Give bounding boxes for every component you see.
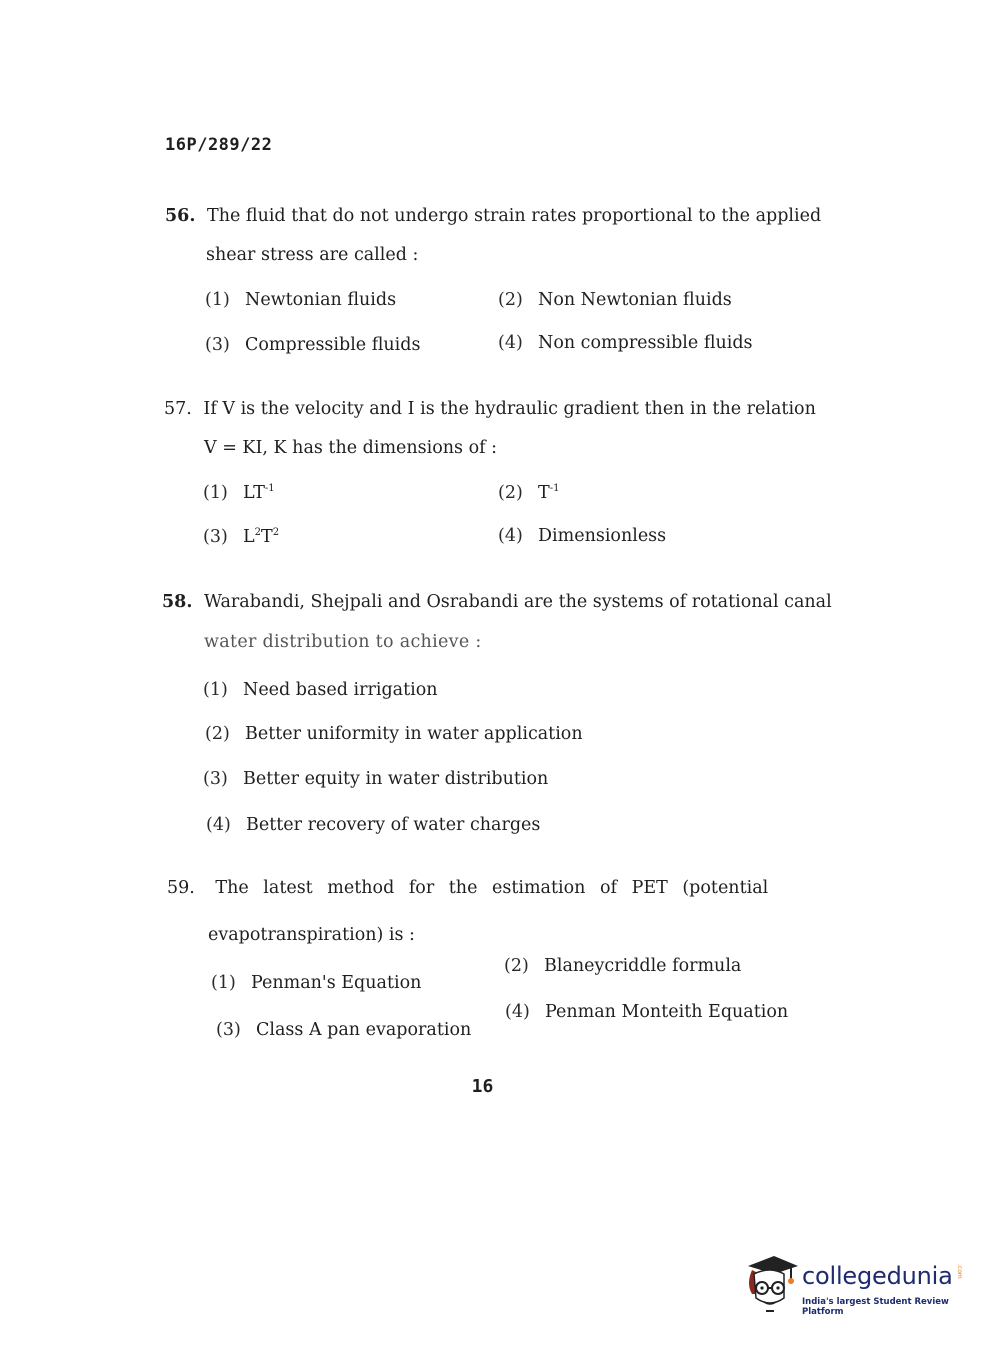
option[interactable]: (2) Blaneycriddle formula [504,956,742,976]
question-text-cont: V = KI, K has the dimensions of : [204,438,498,458]
option[interactable]: (2) Better uniformity in water application [205,724,583,744]
question-text: If V is the velocity and I is the hydraulic gradient then in the relation [203,399,816,419]
question-text: The fluid that do not undergo strain rates proportional to the applied [207,206,822,226]
option[interactable]: (1) Need based irrigation [203,680,438,700]
collegedunia-logo[interactable] [740,1248,970,1318]
question-number: 58. [162,592,193,612]
option[interactable]: (4) Better recovery of water charges [206,815,541,835]
option[interactable]: (1) Penman's Equation [211,973,422,993]
option[interactable]: (2) $T^{-1}$ [498,483,560,503]
option[interactable]: (3) Class A pan evaporation [216,1020,472,1040]
option[interactable]: (3) Better equity in water distribution [203,769,549,789]
option[interactable]: (2) Non Newtonian fluids [498,290,732,310]
logo-wordmark: collegedunia [802,1262,953,1290]
page-number: 16 [471,1076,494,1097]
option[interactable]: (3) Compressible fluids [205,335,421,355]
logo-suffix: .com [956,1264,963,1279]
option[interactable]: (4) Dimensionless [498,526,667,546]
option[interactable]: (1) Newtonian fluids [205,290,397,310]
question-text-cont: shear stress are called : [206,245,419,265]
option[interactable]: (1) $LT^{-1}$ [203,483,275,503]
option[interactable]: (4) Penman Monteith Equation [505,1002,789,1022]
question-number: 56. [165,206,196,226]
question-text: The latest method for the estimation of PET (potential [215,878,769,898]
paper-code: 16P/289/22 [165,135,273,155]
question-text: Warabandi, Shejpali and Osrabandi are the systems of rotational canal [204,592,832,612]
option[interactable]: (4) Non compressible fluids [498,333,753,353]
logo-tagline: India's largest Student Review Platform [802,1297,949,1317]
question-number: 59. [167,878,195,898]
question-number: 57. [164,399,192,419]
option[interactable]: (3) $L^2T^2$ [203,527,280,547]
mascot-icon [740,1248,802,1318]
question-text-cont: water distribution to achieve : [204,632,482,652]
question-text-cont: evapotranspiration) is : [208,925,415,945]
